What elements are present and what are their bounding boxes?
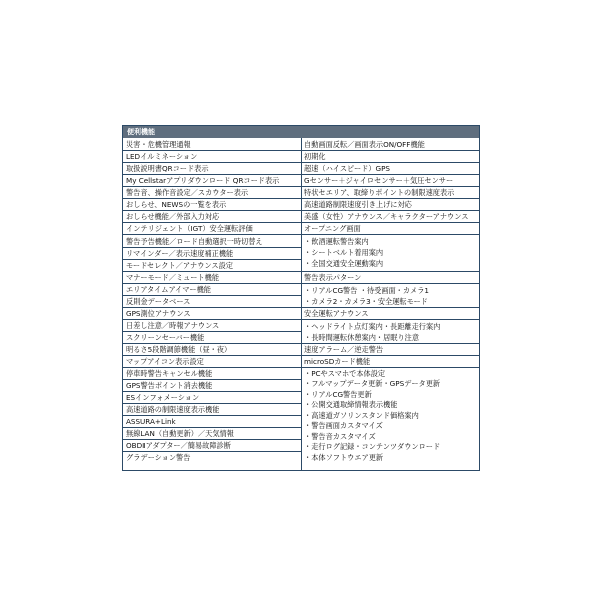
right-feature-row <box>301 223 479 235</box>
right-feature-line: ・リアルCG警告 ・待受画面・カメラ1 <box>304 286 429 295</box>
section-header: 便利機能 <box>123 126 479 138</box>
right-feature-line: 安全運転アナウンス <box>304 309 369 318</box>
right-feature-row <box>301 138 479 151</box>
right-feature-row <box>301 211 479 223</box>
right-feature-line: ・公開交通取締情報表示機能 <box>304 400 398 410</box>
left-feature-row: ESインフォメーション <box>123 392 301 404</box>
right-feature-row <box>301 151 479 163</box>
right-feature-line: 初期化 <box>304 152 326 161</box>
left-feature-row: My Cellstarアプリダウンロード QRコード表示 <box>123 175 301 187</box>
left-feature-row: 災害・危機管理通報 <box>123 138 301 151</box>
left-feature-row: おしらせ、NEWSの一覧を表示 <box>123 199 301 211</box>
right-feature-row <box>301 163 479 175</box>
right-feature-line: ・リアルCG警告更新 <box>304 389 372 399</box>
right-feature-line: ・高速道ガソリンスタンド価格案内 <box>304 410 419 420</box>
left-feature-row: 反則金データベース <box>123 296 301 308</box>
right-feature-group <box>301 368 479 464</box>
right-feature-row <box>301 356 479 368</box>
right-feature-line: ・シートベルト着用案内 <box>304 248 384 257</box>
right-feature-group <box>301 320 479 344</box>
right-feature-line: 高速道路制限速度引き上げに対応 <box>304 200 412 209</box>
left-feature-row: 高速道路の制限速度表示機能 <box>123 404 301 416</box>
left-feature-row: モードセレクト／アナウンス設定 <box>123 260 301 272</box>
left-feature-row: マナーモード／ミュート機能 <box>123 272 301 284</box>
left-feature-row: 明るさ5段階調節機能（昼・夜） <box>123 344 301 356</box>
left-feature-row: GPS警告ポイント消去機能 <box>123 380 301 392</box>
left-feature-row: おしらせ機能／外部入力対応 <box>123 211 301 223</box>
right-feature-line: 特状セエリア、取締りポイントの制限速度表示 <box>304 188 455 197</box>
right-feature-line: 超速（ハイスピード）GPS <box>304 164 390 173</box>
right-feature-line: ・警告画面カスタマイズ <box>304 421 383 431</box>
right-feature-group <box>301 284 479 308</box>
left-feature-row: 停車時警告キャンセル機能 <box>123 368 301 380</box>
left-feature-row: 無線LAN（自動更新）／天気情報 <box>123 428 301 440</box>
left-feature-row: ASSURA+Link <box>123 416 301 428</box>
right-feature-row <box>301 308 479 320</box>
right-feature-line: 自動画面反転／画面表示ON/OFF機能 <box>304 140 425 149</box>
right-feature-line: 速度アラーム／逆走警告 <box>304 345 384 354</box>
right-column <box>301 138 479 470</box>
right-feature-line: ・カメラ2・カメラ3・安全運転モード <box>304 297 428 306</box>
features-table <box>122 125 480 471</box>
right-feature-line: 警告表示パターン <box>304 273 362 282</box>
right-feature-row <box>301 187 479 199</box>
right-feature-row <box>301 199 479 211</box>
left-feature-row: 警告予告機能／ロード自動選択一時切替え <box>123 235 301 248</box>
right-feature-line: オープニング画面 <box>304 224 361 233</box>
right-feature-line: ・フルマップデータ更新・GPSデータ更新 <box>304 379 441 389</box>
right-feature-row <box>301 272 479 284</box>
left-feature-row: スクリーンセーバー機能 <box>123 332 301 344</box>
left-feature-row: LEDイルミネーション <box>123 151 301 163</box>
right-feature-group <box>301 235 479 272</box>
right-feature-line: ・PCやスマホで本体設定 <box>304 369 386 378</box>
left-column <box>123 138 301 470</box>
right-feature-line: ・走行ログ記録・コンテンツダウンロード <box>304 442 441 452</box>
right-feature-line: ・長時間運転休憩案内・居眠り注意 <box>304 333 420 342</box>
right-feature-line: Gセンサー＋ジャイロセンサー＋気圧センサー <box>304 176 454 185</box>
right-feature-line: ・全国交通安全運動案内 <box>304 259 384 268</box>
left-feature-row: エリアタイムアイマー機能 <box>123 284 301 296</box>
left-feature-row: GPS測位アナウンス <box>123 308 301 320</box>
left-feature-row: 取扱説明書QRコード表示 <box>123 163 301 175</box>
left-feature-row: グラデーション警告 <box>126 453 191 462</box>
right-feature-row <box>301 175 479 187</box>
left-feature-row: 日差し注意／時報アナウンス <box>123 320 301 332</box>
right-feature-line: ・本体ソフトウエア更新 <box>304 452 384 462</box>
right-feature-row <box>301 344 479 356</box>
left-feature-row: OBDⅡアダプター／簡易故障診断 <box>123 440 301 452</box>
right-feature-line: ・ヘッドライト点灯案内・長距離走行案内 <box>304 322 441 331</box>
left-feature-row: 警告音、操作音設定／スカウター表示 <box>123 187 301 199</box>
right-feature-line: 美盛（女性）アナウンス／キャラクターアナウンス <box>304 212 469 221</box>
left-feature-row: インテリジェント（IGT）安全運転評価 <box>123 223 301 235</box>
left-feature-row: リマインダー／表示速度補正機能 <box>123 248 301 260</box>
left-feature-row: マップアイコン表示設定 <box>123 356 301 368</box>
right-feature-line: ・警告音カスタマイズ <box>304 431 376 441</box>
right-feature-line: ・飲酒運転警告案内 <box>304 237 369 246</box>
right-feature-line: microSDカード機能 <box>304 357 371 366</box>
